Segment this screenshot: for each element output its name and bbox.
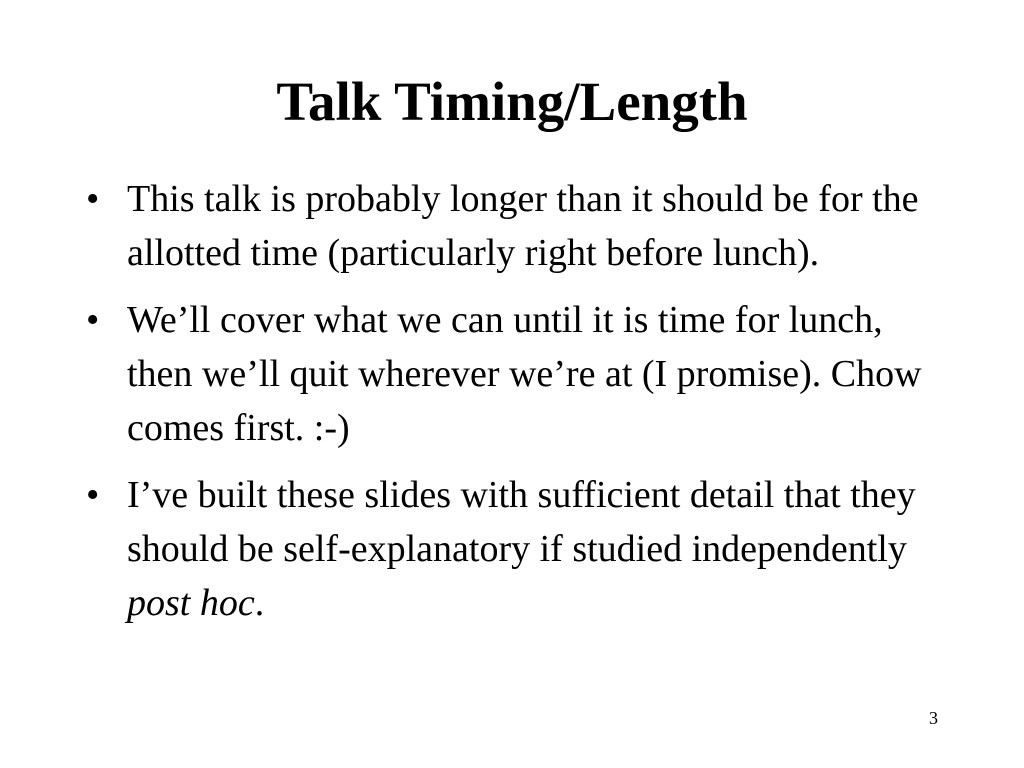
bullet-text: We’ll cover what we can until it is time for lunch, then we’ll quit wherever we’re at (I promise). Chow comes first. :-) xyxy=(127,299,922,449)
bullet-dot-icon: • xyxy=(86,178,100,220)
bullet-list xyxy=(86,172,936,643)
slide-title: Talk Timing/Length xyxy=(276,71,748,132)
bullet-text xyxy=(127,468,936,630)
bullet-item xyxy=(86,293,936,455)
bullet-item xyxy=(86,468,936,630)
page-number: 3 xyxy=(929,708,938,728)
bullet-text-main: I’ve built these slides with sufficient detail that they should be self-explanatory if studied independently xyxy=(127,474,916,570)
bullet-text-end: . xyxy=(254,582,265,624)
italic-phrase: post hoc xyxy=(127,582,255,624)
bullet-item xyxy=(86,172,936,280)
bullet-text: This talk is probably longer than it should be for the allotted time (particularly right before lunch). xyxy=(127,178,919,274)
bullet-dot-icon: • xyxy=(86,299,100,341)
bullet-dot-icon: • xyxy=(86,474,100,516)
